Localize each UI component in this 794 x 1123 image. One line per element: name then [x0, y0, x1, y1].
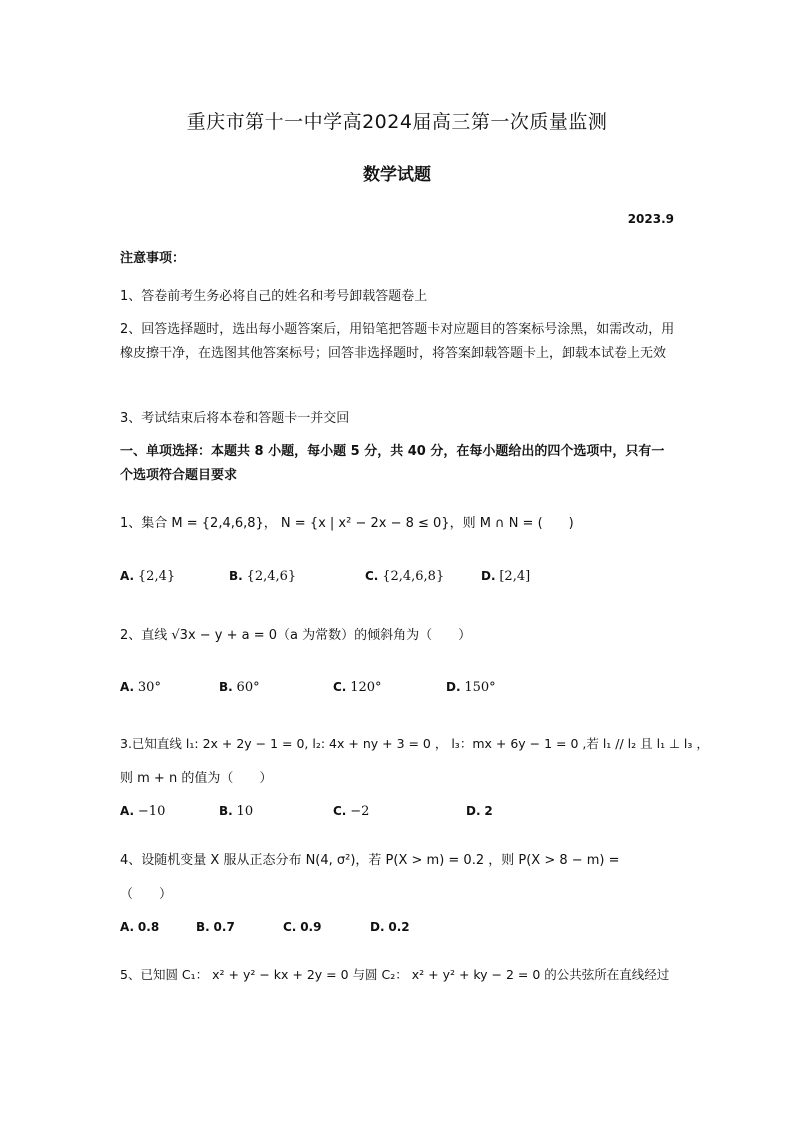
option-value: 2: [484, 804, 493, 818]
question-3-option-d: [466, 804, 493, 818]
option-value: 10: [236, 804, 254, 819]
question-4-option-c: [283, 920, 321, 934]
question-1-option-c: [365, 569, 444, 584]
option-letter: C.: [283, 920, 297, 934]
question-5-stem: 5、已知圆 C₁： x² + y² − kx + 2y = 0 与圆 C₂： x² + y² + ky − 2 = 0 的公共弦所在直线经过: [120, 967, 670, 982]
question-2-option-a: [120, 680, 161, 695]
question-4-stem: 4、设随机变量 X 服从正态分布 N(4, σ²)，若 P(X > m) = 0.2 ，则 P(X > 8 − m) =: [120, 853, 620, 868]
exam-date: 2023.9: [627, 212, 674, 226]
option-value: 150°: [464, 680, 496, 695]
notice-item-3: 3、考试结束后将本卷和答题卡一并交回: [120, 411, 350, 426]
option-letter: B.: [219, 680, 233, 694]
exam-title: 重庆市第十一中学高2024届高三第一次质量监测: [186, 111, 608, 133]
question-4-option-b: [196, 920, 235, 934]
option-value: 0.2: [388, 920, 410, 934]
question-4-option-d: [370, 920, 410, 934]
question-3-option-a: [120, 804, 165, 819]
option-letter: A.: [120, 804, 135, 818]
question-3-option-b: [219, 804, 253, 819]
option-letter: B.: [219, 804, 233, 818]
option-letter: B.: [229, 569, 243, 583]
option-value: 30°: [137, 680, 161, 695]
option-letter: A.: [120, 569, 135, 583]
option-value: {2,4,6}: [246, 569, 297, 584]
notice-item-2: 2、回答选择题时，选出每小题答案后，用铅笔把答题卡对应题目的答案标号涂黑，如需改动，用橡皮擦干净，在选图其他答案标号；回答非选择题时，将答案卸载答题卡上，卸载本试卷上无效: [120, 322, 675, 361]
option-letter: C.: [333, 804, 347, 818]
question-3-stem: 3.已知直线 l₁: 2x + 2y − 1 = 0, l₂: 4x + ny + 3 = 0 ， l₃：mx + 6y − 1 = 0 ,若 l₁ // l₂ 且 l₁ ⊥ l₃ ，: [120, 736, 709, 751]
question-1-option-a: [120, 569, 175, 584]
option-value: 120°: [350, 680, 382, 695]
option-letter: B.: [196, 920, 210, 934]
option-letter: A.: [120, 680, 135, 694]
question-2-option-b: [219, 680, 260, 695]
question-2-option-d: [446, 680, 496, 695]
option-value: −2: [350, 804, 370, 819]
option-letter: C.: [365, 569, 379, 583]
question-4-option-a: [120, 920, 159, 934]
option-value: 0.8: [137, 920, 160, 934]
question-2-stem: 2、直线 √3x − y + a = 0（a 为常数）的倾斜角为（ ）: [120, 628, 472, 643]
option-letter: A.: [120, 920, 135, 934]
option-value: [2,4]: [499, 569, 531, 584]
question-4-stem-line-2: （ ）: [120, 887, 173, 902]
notice-item-1: 1、答卷前考生务必将自己的姓名和考号卸载答题卷上: [120, 289, 428, 304]
option-letter: D.: [446, 680, 461, 694]
question-1-stem: 1、集合 M = {2,4,6,8}， N = {x | x² − 2x − 8 ≤ 0}，则 M ∩ N = ( ): [120, 516, 574, 531]
option-letter: D.: [370, 920, 385, 934]
option-value: 0.7: [213, 920, 235, 934]
option-value: {2,4,6,8}: [382, 569, 445, 584]
option-letter: C.: [333, 680, 347, 694]
question-1-option-b: [229, 569, 296, 584]
section-heading: 一、单项选择：本题共 8 小题，每小题 5 分，共 40 分，在每小题给出的四个选项中，只有一个选项符合题目要求: [120, 444, 665, 483]
option-value: 0.9: [300, 920, 322, 934]
option-value: −10: [137, 804, 166, 819]
option-letter: D.: [466, 804, 481, 818]
notice-heading: 注意事项：: [120, 251, 186, 266]
question-3-option-c: [333, 804, 369, 819]
question-3-stem-line-2: 则 m + n 的值为（ ）: [120, 771, 273, 786]
question-2-option-c: [333, 680, 382, 695]
option-value: 60°: [236, 680, 260, 695]
question-1-option-d: [481, 569, 530, 584]
option-value: {2,4}: [137, 569, 176, 584]
option-letter: D.: [481, 569, 496, 583]
exam-subtitle: 数学试题: [363, 165, 431, 185]
